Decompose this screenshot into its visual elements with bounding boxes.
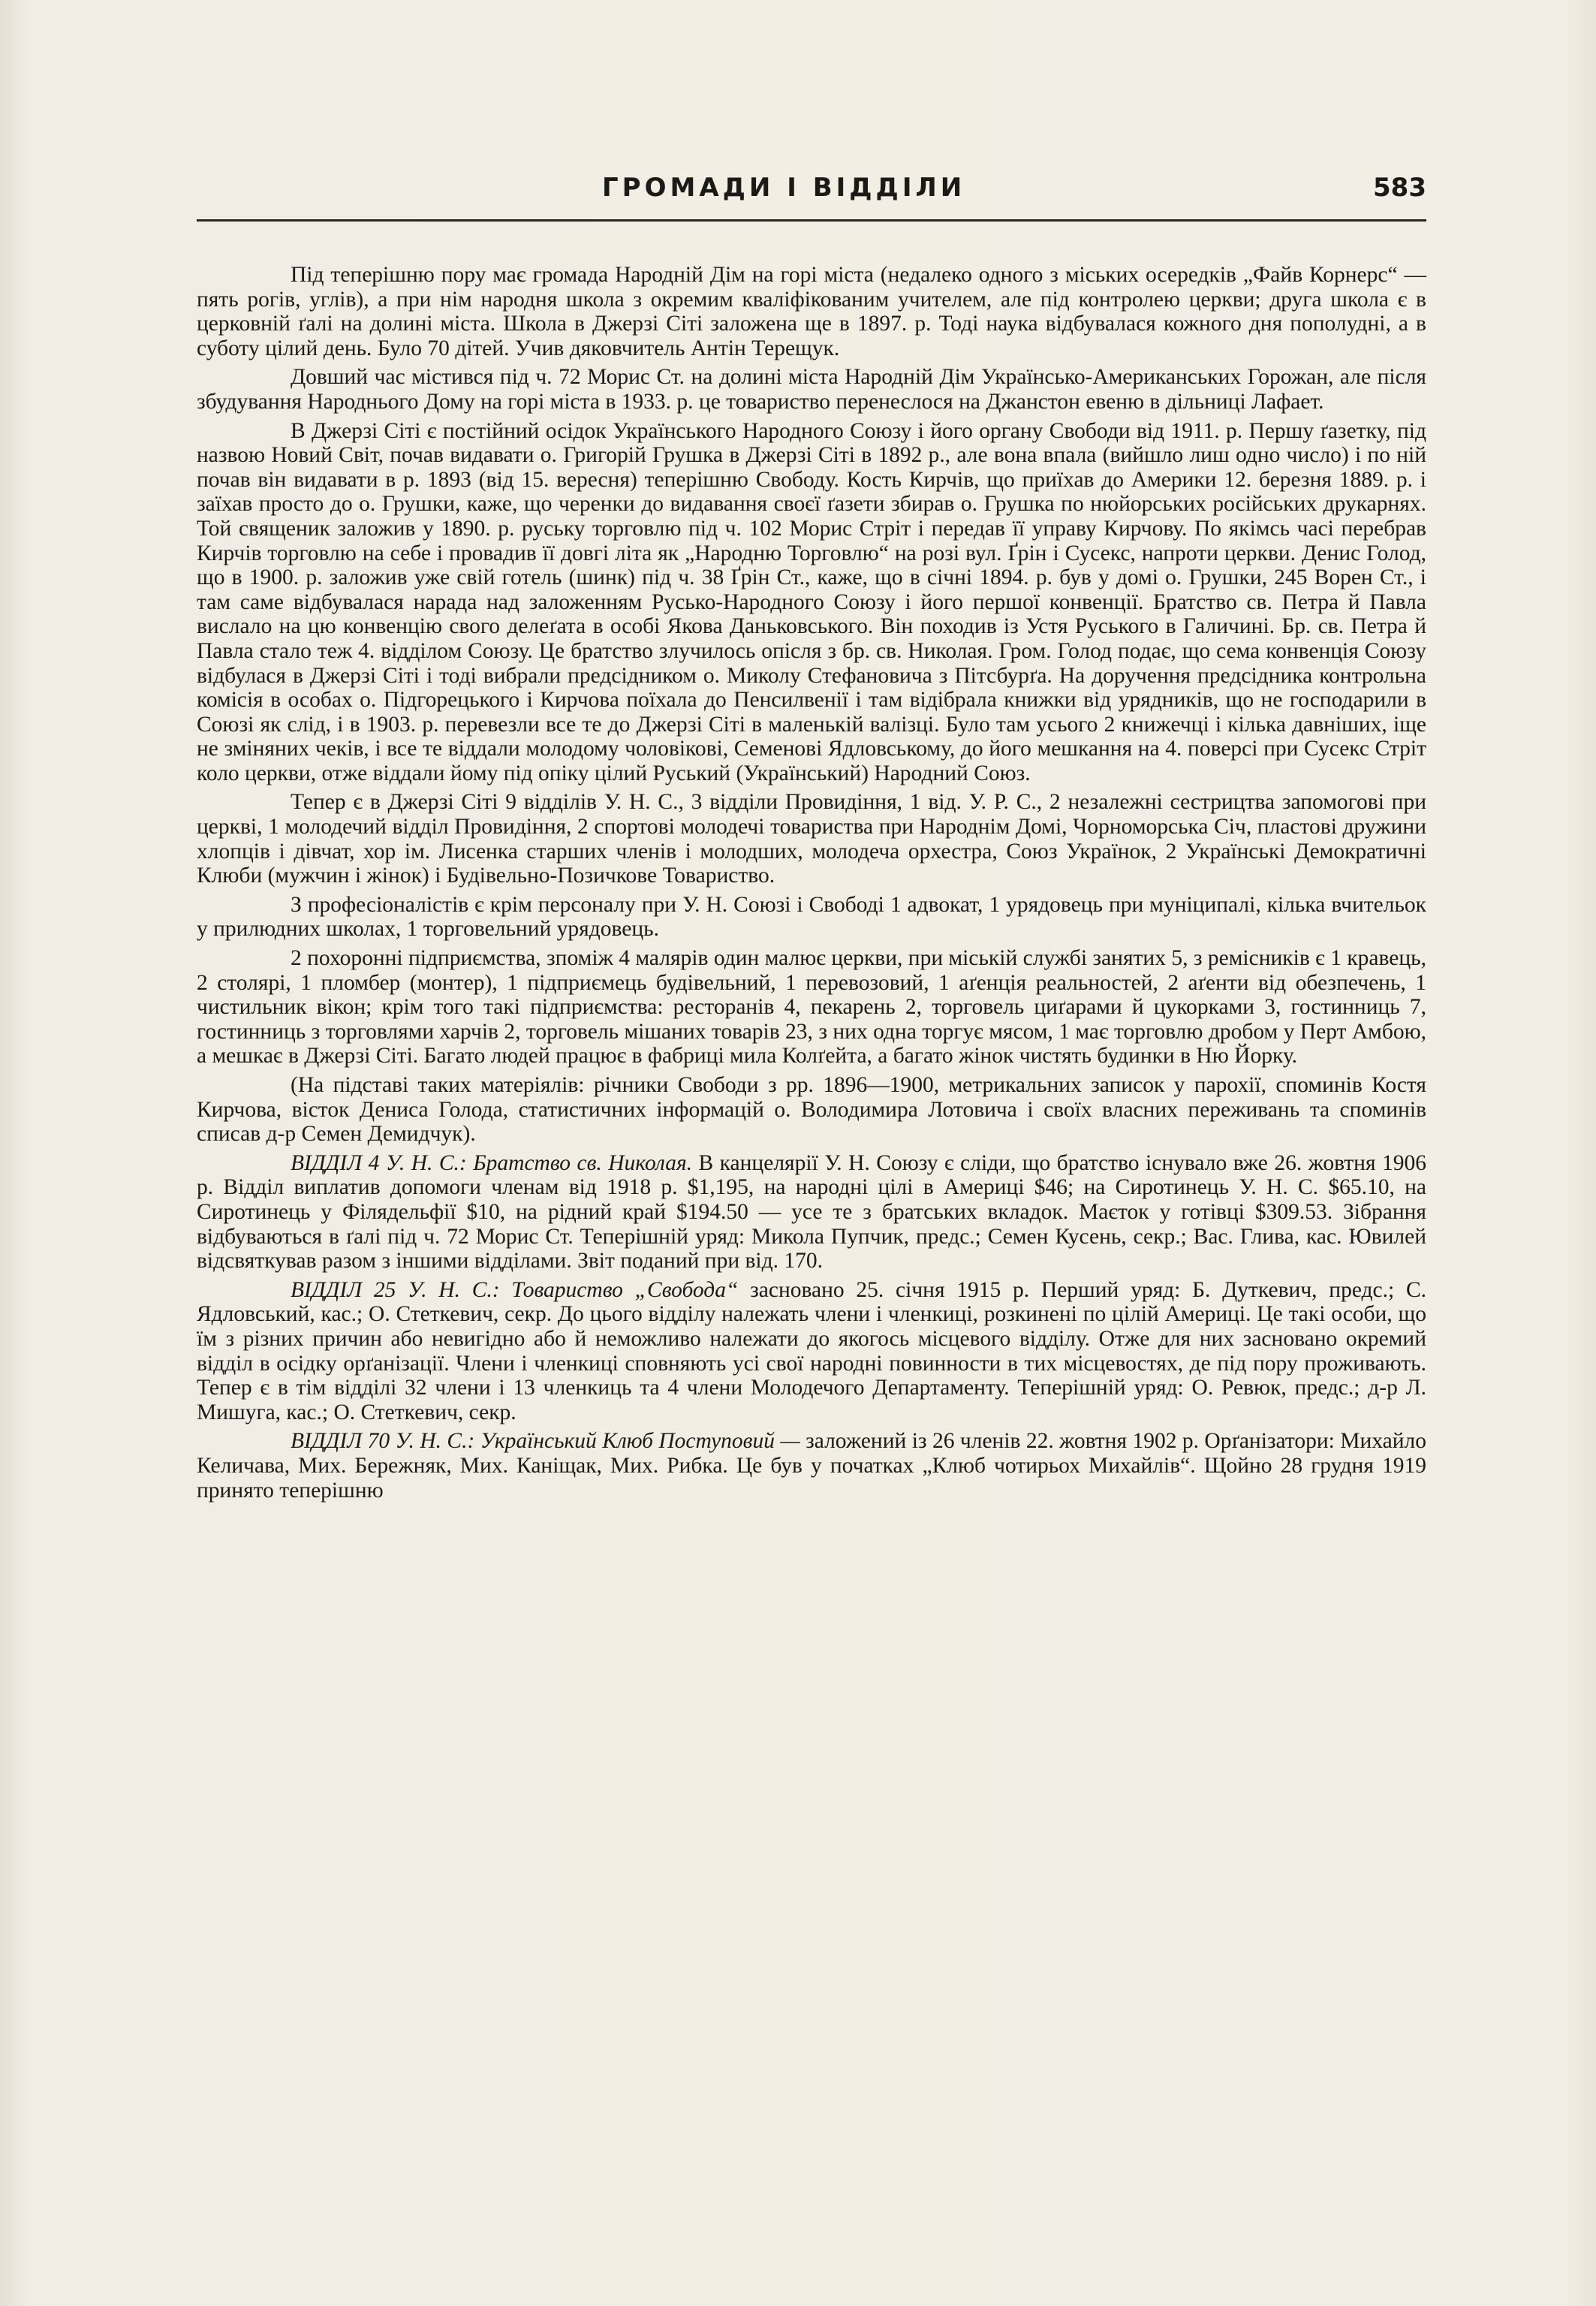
- paragraph: Під теперішню пору має громада Народній Дім на горі міста (недалеко одного з міських осередків „Файв Корнерс“ — пять рогів, углів), а при нім народня школа з окремим кваліфікованим учителем, але під контролею церкви; друга школа є в церковній ґалі на долині міста. Школа в Джерзі Сіті заложена ще в 1897. р. Тоді наука відбувалася кожного дня пополудні, а в суботу цілий день. Було 70 дітей. Учив дяковчитель Антін Терещук.: [197, 263, 1426, 360]
- section-heading: ВІДДІЛ 25 У. Н. С.:: [291, 1277, 500, 1302]
- paragraph: Тепер є в Джерзі Сіті 9 відділів У. Н. С., 3 відділи Провидіння, 1 від. У. Р. С., 2 незалежні сестрицтва запомогові при церкві, 1 молодечий відділ Провидіння, 2 спортові молодечі товариства при Народнім Домі, Чорноморська Січ, пластові дружини хлопців і дівчат, хор ім. Лисенка старших членів і молодших, молодеча орхестра, Союз Українок, 2 Українські Демократичні Клюби (мужчин і жінок) і Будівельно-Позичкове Товариство.: [197, 790, 1426, 888]
- main-text: [197, 263, 1426, 1507]
- page-number: 583: [1373, 173, 1426, 203]
- section-text: засновано 25. січня 1915 р. Перший уряд: Б. Дуткевич, предс.; С. Ядловський, кас.; О. Стеткевич, секр. До цього відділу належать члени і членкиці, розкинені по цілій Америці. Це такі особи, що їм з різних причин або невигідно або й неможливо належати до якогось місцевого відділу. Отже для них засновано окремий відділ в осідку орґанізації. Члени і членкиці сповняють усі свої народні повинности в тих місцевостях, де під пору проживають. Тепер є в тім відділі 32 члени і 13 членкиць та 4 члени Молодечого Департаменту. Теперішній уряд: О. Ревюк, предс.; д-р Л. Мишуга, кас.; О. Стеткевич, секр.: [197, 1277, 1427, 1424]
- paragraph: Довший час містився під ч. 72 Морис Ст. на долині міста Народній Дім Українсько-Американських Горожан, але після збудування Народнього Дому на горі міста в 1933. р. це товариство перенеслося на Джанстон евеню в дільниці Лафает.: [197, 365, 1426, 414]
- section-branch-4: [197, 1151, 1426, 1274]
- section-text: заложений із 26 членів 22. жовтня 1902 р. Орґанізатори: Михайло Келичава, Мих. Бережняк, Мих. Каніщак, Мих. Рибка. Це був у початках „Клюб чотирьох Михайлів“. Щойно 28 грудня 1919 принято теперішню: [197, 1429, 1427, 1503]
- section-text: В канцелярії У. Н. Союзу є сліди, що братство існувало вже 26. жовтня 1906 р. Відділ виплатив допомоги членам від 1918 р. $1,195, на народні цілі в Америці $46; на Сиротинець У. Н. С. $65.10, на Сиротинець у Філядельфії $10, на рідний край $194.50 — усе те з братських вкладок. Маєток у готівці $309.53. Зібрання відбуваються в ґалі під ч. 72 Морис Ст. Теперішній уряд: Микола Пупчик, предс.; Семен Кусень, секр.; Вас. Глива, кас. Ювилей відсвяткував разом з іншими відділами. Звіт поданий при від. 170.: [197, 1150, 1426, 1274]
- section-heading: ВІДДІЛ 70 У. Н. С.:: [291, 1429, 475, 1454]
- paragraph: В Джерзі Сіті є постійний осідок Українського Народного Союзу і його органу Свободи від 1911. р. Першу ґазетку, під назвою Новий Світ, почав видавати о. Григорій Грушка в Джерзі Сіті в 1892 р., але вона впала (вийшло лиш одно число) і по ній почав він видавати в р. 1893 (від 15. вересня) теперішню Свободу. Кость Кирчів, що приїхав до Америки 12. березня 1889. р. і заїхав просто до о. Грушки, каже, що черенки до видавання своєї ґазети збирав о. Грушка по нюйорських російських друкарнях. Той священик заложив у 1890. р. руську торговлю під ч. 102 Морис Стріт і передав її управу Кирчову. По якімсь часі перебрав Кирчів торговлю на себе і провадив її довгі літа як „Народню Торговлю“ на розі вул. Ґрін і Сусекс, напроти церкви. Денис Голод, що в 1900. р. заложив уже свій готель (шинк) під ч. 38 Ґрін Ст., каже, що в січні 1894. р. був у домі о. Грушки, 245 Ворен Ст., і там саме відбувалася нарада над заложенням Русько-Народного Союзу і його першої конвенції. Братство св. Петра й Павла вислало на цю конвенцію свого делеґата в особі Якова Даньковського. Він походив із Устя Руського в Галичині. Бр. св. Петра й Павла стало теж 4. відділом Союзу. Це братство злучилось опісля з бр. св. Николая. Гром. Голод подає, що сема конвенція Союзу відбулася в Джерзі Сіті і тоді вибрали предсідником о. Миколу Стефановича з Пітсбурґа. На доручення предсідника контрольна комісія в особах о. Підгорецького і Кирчова поїхала до Пенсилвенії і там відібрала книжки від урядників, що не господарили в Союзі як слід, і в 1903. р. перевезли все те до Джерзі Сіті в маленькій валізці. Було там усього 2 книжечці і кілька давніших, іще не зміняних чеків, і все те віддали молодому чоловікові, Семенові Ядловському, до його мешкання на 4. поверсі при Сусекс Стріт коло церкви, отже віддали йому під опіку цілий Руський (Український) Народний Союз.: [197, 418, 1426, 785]
- section-title: Український Клюб Поступовий —: [480, 1429, 800, 1454]
- paragraph: (На підставі таких матеріялів: річники Свободи з рр. 1896—1900, метрикальних записок у парохії, споминів Костя Кирчова, вісток Дениса Голода, статистичних інформацій о. Володимира Лотовича і своїх власних переживань та споминів списав д-р Семен Демидчук).: [197, 1073, 1426, 1147]
- section-title: Братство св. Николая.: [473, 1150, 693, 1175]
- section-title: Товариство „Свобода“: [511, 1277, 739, 1302]
- paragraph: З професіоналістів є крім персоналу при У. Н. Союзі і Свободі 1 адвокат, 1 урядовець при муніципалі, кілька вчительок у прилюдних школах, 1 торговельний урядовець.: [197, 892, 1426, 942]
- section-branch-70: [197, 1429, 1426, 1503]
- page-header: [197, 173, 1426, 222]
- section-heading: ВІДДІЛ 4 У. Н. С.:: [291, 1150, 467, 1175]
- running-title: ГРОМАДИ І ВІДДІЛИ: [602, 173, 966, 203]
- paragraph: 2 похоронні підприємства, зпоміж 4 малярів один малює церкви, при міській службі занятих 5, з ремісників є 1 кравець, 2 столярі, 1 пломбер (монтер), 1 підприємець будівельний, 1 перевозовий, 1 аґенція реальностей, 2 аґенти від обезпечень, 1 чистильник вікон; крім того такі підприємства: ресторанів 4, пекарень 2, торговель циґарами й цукорками 3, гостинниць 7, гостинниць з торговлями харчів 2, торговель мішаних товарів 23, з них одна торгує мясом, 1 має торговлю дробом у Перт Амбою, а мешкає в Джерзі Сіті. Багато людей працює в фабриці мила Колґейта, а багато жінок чистять будинки в Ню Йорку.: [197, 946, 1426, 1069]
- section-branch-25: [197, 1278, 1426, 1425]
